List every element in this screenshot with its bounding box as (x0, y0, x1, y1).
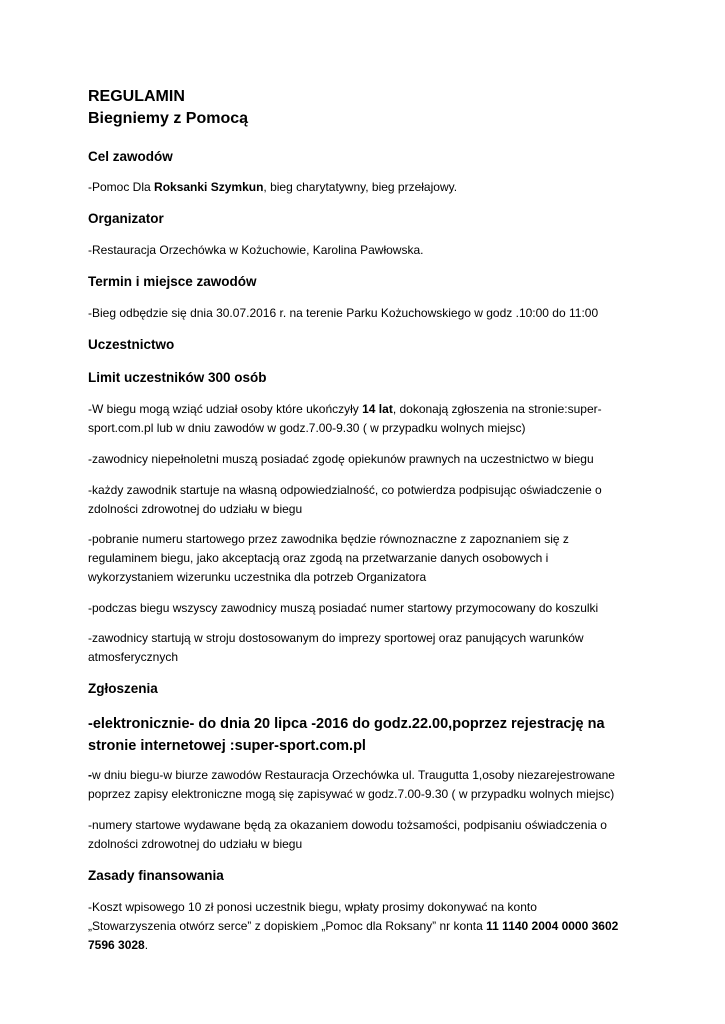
section-heading-cel: Cel zawodów (88, 149, 173, 164)
registration-online: -elektronicznie- do dnia 20 lipca -2016 do godz.22.00,poprzez rejestrację na stronie internetowej :super-sport.com.pl (88, 716, 605, 754)
paragraph-cel: -Pomoc Dla Roksanki Szymkun, bieg charytatywny, bieg przełajowy. (88, 180, 458, 194)
bank-account-number: 11 1140 2004 0000 3602 7596 3028 (88, 919, 619, 952)
paragraph-zgloszenia-1: -w dniu biegu-w biurze zawodów Restauracja Orzechówka ul. Traugutta 1,osoby niezarejestrowane poprzez zapisy elektroniczne mogą się zapisywać w godz.7.00-9.30 ( w przypadku wolnych miejsc) (88, 768, 615, 801)
paragraph-uczestnictwo-4: -pobranie numeru startowego przez zawodnika będzie równoznaczne z zapoznaniem się z regulaminem biegu, jako akceptacją oraz zgodą na przetwarzanie danych osobowych i wykorzystaniem wizerunku uczestnika dla potrzeb Organizatora (88, 532, 569, 584)
document-title: REGULAMIN (88, 88, 185, 105)
paragraph-zgloszenia-2: -numery startowe wydawane będą za okazaniem dowodu tożsamości, podpisaniu oświadczenia o zdolności zdrowotnej do udziału w biegu (88, 818, 607, 851)
document-subtitle: Biegniemy z Pomocą (88, 110, 249, 127)
paragraph-finanse: -Koszt wpisowego 10 zł ponosi uczestnik biegu, wpłaty prosimy dokonywać na konto „Stowarzyszenia otwórz serce” z dopiskiem „Pomoc dla Roksany” nr konta 11 1140 2004 0000 3602 7596 3028. (88, 900, 619, 952)
paragraph-uczestnictwo-3: -każdy zawodnik startuje na własną odpowiedzialność, co potwierdza podpisując oświadczenie o zdolności zdrowotnej do udziału w biegu (88, 483, 602, 516)
paragraph-termin: -Bieg odbędzie się dnia 30.07.2016 r. na terenie Parku Kożuchowskiego w godz .10:00 do 11:00 (88, 306, 599, 320)
section-heading-uczestnictwo: Uczestnictwo (88, 337, 175, 352)
paragraph-uczestnictwo-2: -zawodnicy niepełnoletni muszą posiadać zgodę opiekunów prawnych na uczestnictwo w biegu (88, 452, 594, 466)
section-heading-zgloszenia: Zgłoszenia (88, 681, 158, 696)
paragraph-uczestnictwo-1: -W biegu mogą wziąć udział osoby które ukończyły 14 lat, dokonają zgłoszenia na stronie:super-sport.com.pl lub w dniu zawodów w godz.7.00-9.30 ( w przypadku wolnych miejsc) (88, 402, 602, 435)
paragraph-uczestnictwo-5: -podczas biegu wszyscy zawodnicy muszą posiadać numer startowy przymocowany do koszulki (88, 601, 599, 615)
participant-limit: Limit uczestników 300 osób (88, 370, 267, 385)
paragraph-organizator: -Restauracja Orzechówka w Kożuchowie, Karolina Pawłowska. (88, 243, 424, 257)
paragraph-uczestnictwo-6: -zawodnicy startują w stroju dostosowanym do imprezy sportowej oraz panujących warunków atmosferycznych (88, 631, 584, 664)
section-heading-organizator: Organizator (88, 211, 164, 226)
section-heading-finanse: Zasady finansowania (88, 868, 224, 883)
section-heading-termin: Termin i miejsce zawodów (88, 274, 257, 289)
